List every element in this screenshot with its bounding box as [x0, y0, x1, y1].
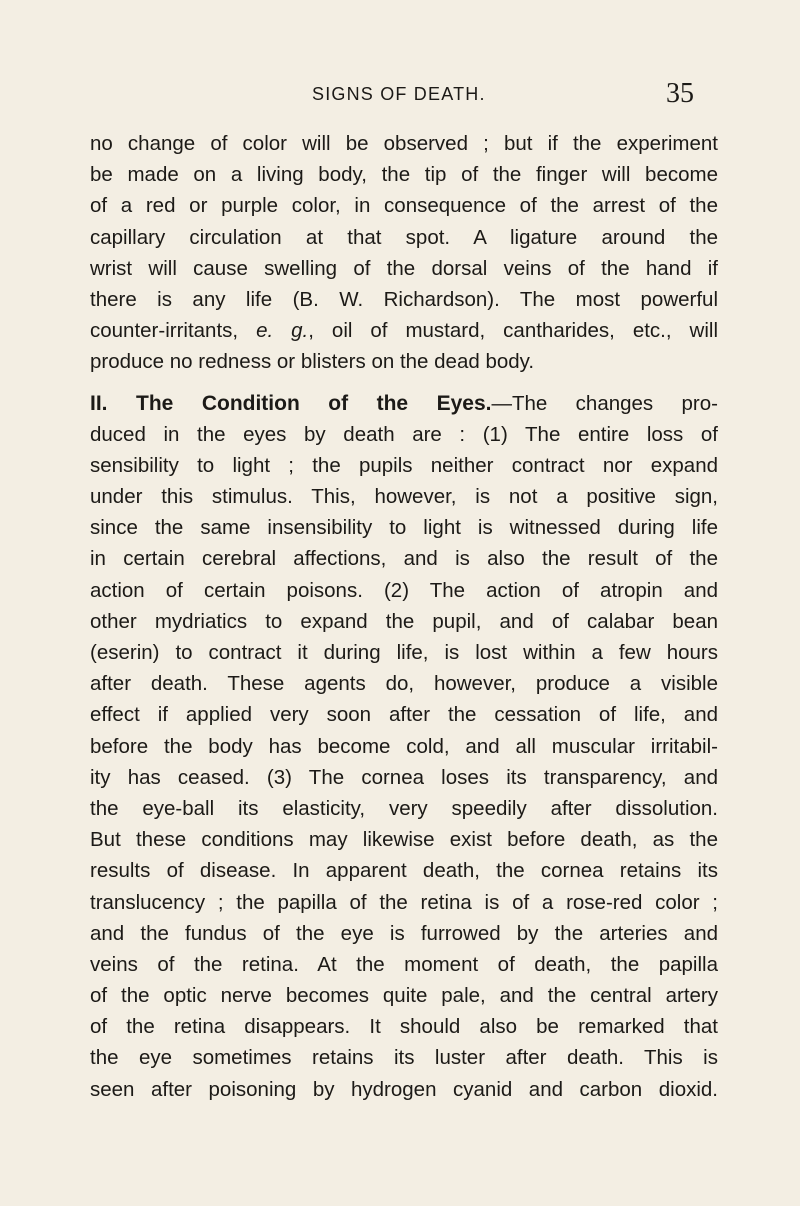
page-number: 35	[666, 78, 694, 109]
running-title: SIGNS OF DEATH.	[312, 84, 486, 104]
text-line: But these conditions may likewise exist before death, as the	[90, 828, 718, 852]
text-line: the eye sometimes retains its luster after death. This is	[90, 1046, 718, 1070]
text-line: of the retina disappears. It should also be remarked that	[90, 1015, 718, 1039]
text-line: in certain cerebral affections, and is also the result of the	[90, 547, 718, 571]
text-line: action of certain poisons. (2) The action of atropin and	[90, 578, 718, 602]
text-line: effect if applied very soon after the cessation of life, and	[90, 703, 718, 727]
text-line: results of disease. In apparent death, the cornea retains its	[90, 859, 718, 883]
text-line: before the body has become cold, and all muscular irritabil-	[90, 734, 718, 758]
text-line: seen after poisoning by hydrogen cyanid and carbon dioxid.	[90, 1077, 718, 1101]
italic-abbreviation: e. g.	[256, 319, 309, 343]
text-line: veins of the retina. At the moment of death, the papilla	[90, 952, 718, 976]
text-line: sensibility to light ; the pupils neither contract nor expand	[90, 453, 718, 477]
paragraph-gap	[90, 378, 718, 388]
page-header	[0, 78, 800, 118]
text-line: no change of color will be observed ; but if the experiment	[90, 132, 718, 155]
text-line: of a red or purple color, in consequence of the arrest of the	[90, 194, 718, 218]
text-line: of the optic nerve becomes quite pale, and the central artery	[90, 984, 718, 1008]
text-line: capillary circulation at that spot. A ligature around the	[90, 225, 718, 249]
text-fragment: —The changes pro-	[491, 391, 718, 415]
text-line: after death. These agents do, however, produce a visible	[90, 672, 718, 696]
text-line: the eye-ball its elasticity, very speedily after dissolution.	[90, 796, 718, 820]
text-line: under this stimulus. This, however, is not a positive sign,	[90, 485, 718, 509]
text-line: wrist will cause swelling of the dorsal veins of the hand if	[90, 256, 718, 280]
text-line: other mydriatics to expand the pupil, and of calabar bean	[90, 609, 718, 633]
text-line	[90, 388, 718, 419]
paragraph-1	[90, 128, 718, 378]
text-line: there is any life (B. W. Richardson). The most powerful	[90, 287, 718, 311]
text-fragment: counter-irritants,	[90, 319, 257, 343]
paragraph-2	[90, 388, 718, 1105]
text-line: since the same insensibility to light is witnessed during life	[90, 516, 718, 540]
text-line: translucency ; the papilla of the retina is of a rose-red color ;	[90, 890, 718, 914]
text-line: (eserin) to contract it during life, is lost within a few hours	[90, 641, 718, 664]
section-heading: II. The Condition of the Eyes.	[90, 391, 492, 415]
text-fragment: , oil of mustard, cantharides, etc., will	[308, 319, 718, 343]
text-line	[90, 315, 718, 346]
text-line: ity has ceased. (3) The cornea loses its transparency, and	[90, 765, 718, 789]
text-line: and the fundus of the eye is furrowed by the arteries and	[90, 921, 718, 945]
text-line: be made on a living body, the tip of the finger will become	[90, 163, 718, 187]
text-line: duced in the eyes by death are : (1) The entire loss of	[90, 422, 718, 446]
body-text	[90, 128, 718, 1105]
text-line: produce no redness or blisters on the dead body.	[90, 350, 535, 374]
